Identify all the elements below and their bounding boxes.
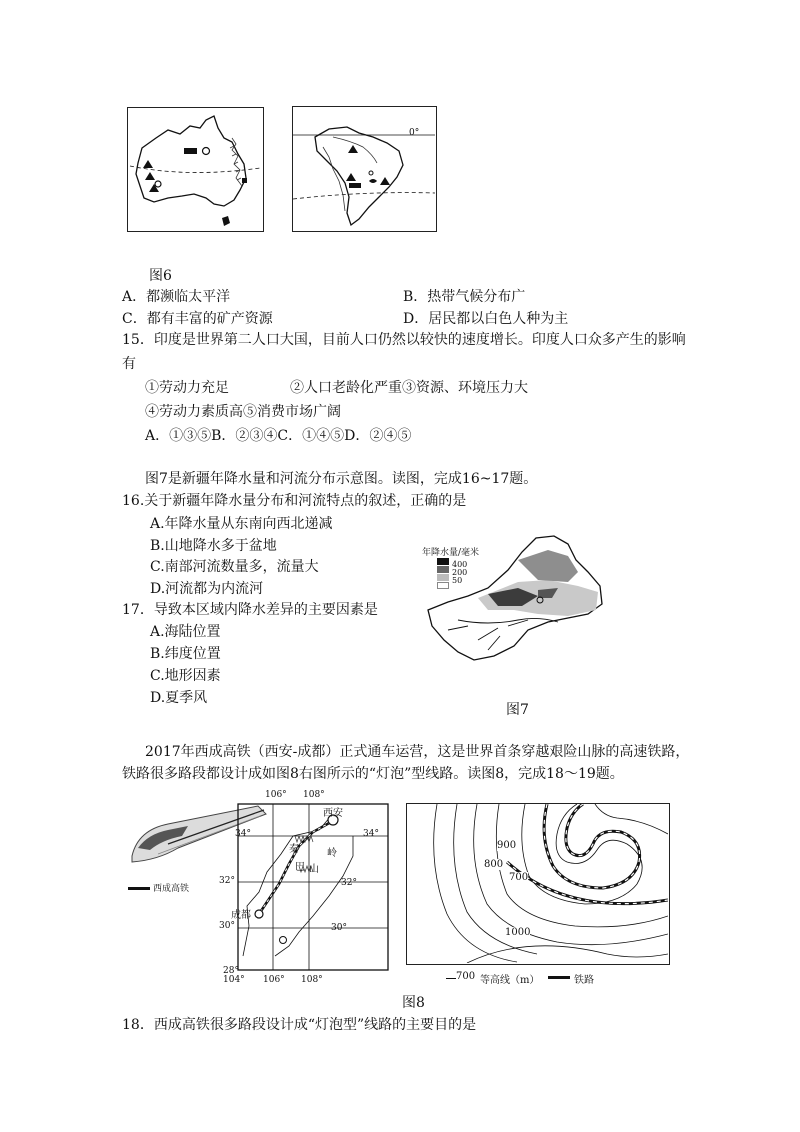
mineral-triangle-1 bbox=[143, 160, 153, 168]
figure-7-caption: 图7 bbox=[506, 702, 529, 718]
xicheng-route-map-svg bbox=[203, 796, 393, 990]
q17-option-d: D.夏季风 bbox=[150, 690, 208, 706]
lat-left-30: 30° bbox=[219, 921, 235, 931]
mountain-shan-label: 山 bbox=[309, 864, 319, 875]
legend-contour-value: 700 bbox=[456, 971, 476, 982]
xicheng-legend-label: 西成高铁 bbox=[153, 884, 190, 894]
contour-label-700: 700 bbox=[509, 872, 529, 883]
contour-label-800: 800 bbox=[484, 859, 504, 870]
mountain-qin-label: 秦 bbox=[289, 844, 299, 855]
fig7-legend bbox=[437, 558, 477, 590]
contour-label-900: 900 bbox=[497, 840, 517, 851]
q15-items-1b: ②人口老龄化严重③资源、环境压力大 bbox=[290, 380, 528, 396]
figure-8-right-contour-map bbox=[406, 803, 670, 965]
q14-option-b: B．热带气候分布广 bbox=[403, 289, 526, 305]
q16-option-c: C.南部河流数量多，流量大 bbox=[150, 559, 319, 575]
mineral-triangle-sa-1 bbox=[348, 145, 358, 153]
legend-rail-text: 铁路 bbox=[574, 975, 594, 986]
q17-option-a: A.海陆位置 bbox=[150, 624, 221, 640]
q17-stem: 17．导致本区域内降水差异的主要因素是 bbox=[122, 602, 378, 618]
legend-rail-line bbox=[548, 976, 570, 979]
mountain-ling-label: 岭 bbox=[327, 848, 337, 859]
legend-contour-line bbox=[446, 978, 456, 979]
lat-left-34: 34° bbox=[235, 829, 251, 839]
mineral-triangle-sa-3 bbox=[380, 177, 390, 185]
q18-stem: 18．西成高铁很多路段设计成“灯泡型”线路的主要目的是 bbox=[122, 1017, 477, 1033]
q15-stem-cont: 有 bbox=[122, 356, 136, 372]
lat-right-32: 32° bbox=[341, 878, 357, 888]
q15-items-1a: ①劳动力充足 bbox=[145, 380, 229, 396]
q16-option-a: A.年降水量从东南向西北递减 bbox=[150, 516, 333, 532]
city-chengdu-label: 成都 bbox=[231, 910, 251, 921]
figure-8-left-map bbox=[203, 790, 393, 990]
q17-option-b: B.纬度位置 bbox=[150, 646, 221, 662]
lat-left-28: 28° bbox=[223, 966, 239, 976]
q15-items-2: ④劳动力素质高⑤消费市场广阔 bbox=[145, 404, 341, 420]
fig7-legend-200: 200 bbox=[452, 568, 468, 577]
q14-option-d: D．居民都以白色人种为主 bbox=[403, 311, 569, 327]
q15-stem: 15．印度是世界第二人口大国，目前人口仍然以较快的速度增长。印度人口众多产生的影响 bbox=[122, 332, 686, 348]
lon-bottom-104: 104° bbox=[223, 975, 245, 985]
equator-label: 0° bbox=[409, 128, 420, 138]
lat-right-34: 34° bbox=[363, 829, 379, 839]
q16-option-b: B.山地降水多于盆地 bbox=[150, 538, 277, 554]
q14-option-a: A．都濒临太平洋 bbox=[122, 289, 231, 305]
city-xian-label: 西安 bbox=[323, 808, 343, 819]
lon-bottom-108: 108° bbox=[301, 975, 323, 985]
fig7-legend-400: 400 bbox=[452, 560, 468, 569]
intro-figure-8-line2: 铁路很多路段都设计成如图8右图所示的“灯泡”型线路。读图8，完成18～19题。 bbox=[122, 766, 624, 782]
mineral-triangle-3 bbox=[145, 172, 155, 180]
lon-top-106: 106° bbox=[265, 790, 287, 800]
lon-top-108: 108° bbox=[303, 790, 325, 800]
australia-map-svg bbox=[128, 108, 262, 230]
q16-option-d: D.河流都为内流河 bbox=[150, 581, 264, 597]
q14-option-c: C．都有丰富的矿产资源 bbox=[122, 311, 273, 327]
contour-label-1000: 1000 bbox=[505, 927, 531, 938]
figure-6-map-australia bbox=[127, 107, 264, 232]
intro-figure-8-line1: 2017年西成高铁（西安-成都）正式通车运营，这是世界首条穿越艰险山脉的高速铁路， bbox=[145, 744, 690, 760]
south-america-map-svg bbox=[293, 107, 435, 230]
q15-answers: A．①③⑤B．②③④C．①④⑤D．②④⑤ bbox=[145, 428, 412, 444]
contour-map-svg bbox=[407, 804, 668, 963]
mineral-rect bbox=[184, 148, 197, 154]
xicheng-legend-line bbox=[128, 887, 150, 890]
lat-left-32: 32° bbox=[219, 876, 235, 886]
figure-6-caption: 图6 bbox=[149, 268, 172, 284]
fig7-legend-50: 50 bbox=[452, 576, 463, 585]
mountain-ba-label: 巴 bbox=[295, 862, 305, 873]
lat-right-30: 30° bbox=[331, 923, 347, 933]
figure-6-map-south-america bbox=[292, 106, 437, 232]
intro-figure-7: 图7是新疆年降水量和河流分布示意图。读图，完成16~17题。 bbox=[145, 471, 538, 487]
mineral-triangle-sa-2 bbox=[346, 173, 356, 181]
q16-stem: 16.关于新疆年降水量分布和河流特点的叙述，正确的是 bbox=[122, 493, 467, 509]
mineral-triangle-2 bbox=[149, 184, 159, 192]
lon-bottom-106: 106° bbox=[263, 975, 285, 985]
fig7-legend-title: 年降水量/毫米 bbox=[422, 548, 480, 558]
legend-contour-text: 等高线（m） bbox=[480, 975, 540, 986]
figure-8-caption: 图8 bbox=[402, 995, 425, 1011]
q17-option-c: C.地形因素 bbox=[150, 668, 221, 684]
